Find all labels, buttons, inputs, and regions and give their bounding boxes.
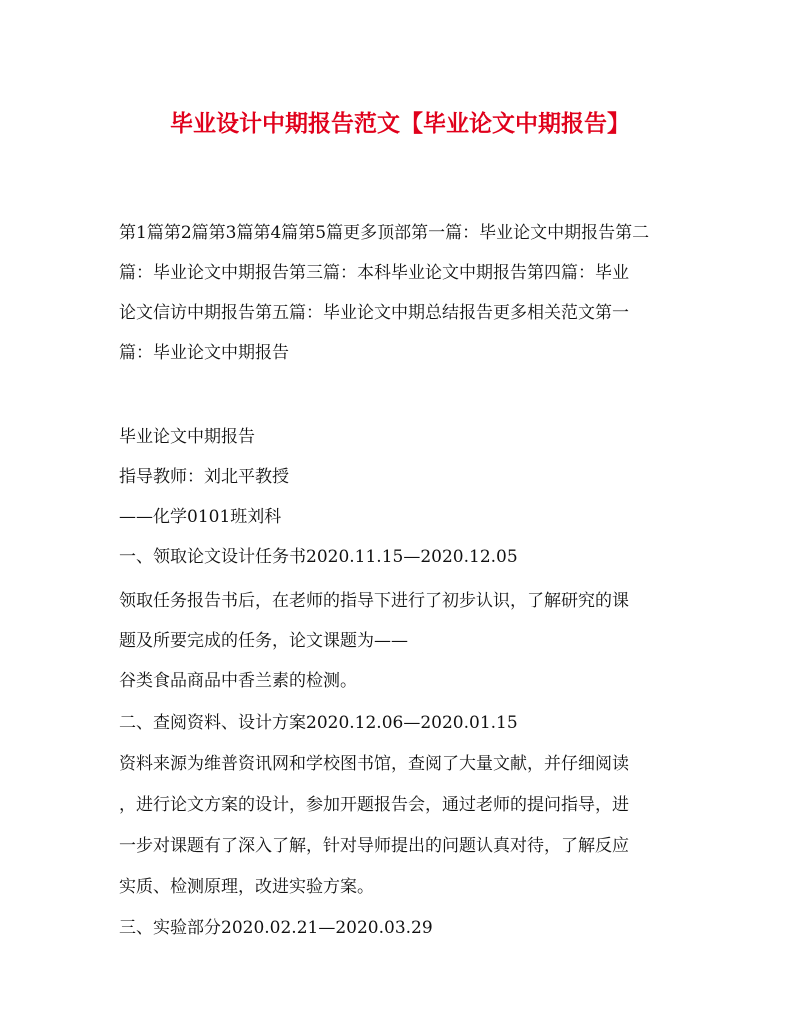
paragraph-line: 领取任务报告书后，在老师的指导下进行了初步认识，了解研究的课 xyxy=(119,591,629,611)
paragraph-line: 一步对课题有了深入了解，针对导师提出的问题认真对待，了解反应 xyxy=(119,836,629,856)
paragraph-line: 谷类食品商品中香兰素的检测。 xyxy=(119,671,357,691)
intro-line: 论文信访中期报告第五篇：毕业论文中期总结报告更多相关范文第一 xyxy=(119,303,629,323)
intro-line: 篇：毕业论文中期报告 xyxy=(119,343,289,363)
paragraph-line: 资料来源为维普资讯网和学校图书馆，查阅了大量文献，并仔细阅读 xyxy=(119,754,629,774)
section-heading: 一、领取论文设计任务书2020.11.15—2020.12.05 xyxy=(119,547,518,567)
paragraph-line: 实质、检测原理，改进实验方案。 xyxy=(119,877,374,897)
author-line: ——化学0101班刘科 xyxy=(119,507,282,527)
paragraph-line: 题及所要完成的任务，论文课题为—— xyxy=(119,631,408,651)
advisor-line: 指导教师：刘北平教授 xyxy=(119,467,289,487)
section-heading: 三、实验部分2020.02.21—2020.03.29 xyxy=(119,918,433,938)
report-heading: 毕业论文中期报告 xyxy=(119,427,255,447)
paragraph-line: ，进行论文方案的设计，参加开题报告会，通过老师的提问指导，进 xyxy=(119,795,629,815)
intro-line: 篇：毕业论文中期报告第三篇：本科毕业论文中期报告第四篇：毕业 xyxy=(119,263,629,283)
intro-line: 第1篇第2篇第3篇第4篇第5篇更多顶部第一篇：毕业论文中期报告第二 xyxy=(119,223,650,243)
section-heading: 二、查阅资料、设计方案2020.12.06—2020.01.15 xyxy=(119,713,518,733)
document-title: 毕业设计中期报告范文【毕业论文中期报告】 xyxy=(170,110,630,137)
